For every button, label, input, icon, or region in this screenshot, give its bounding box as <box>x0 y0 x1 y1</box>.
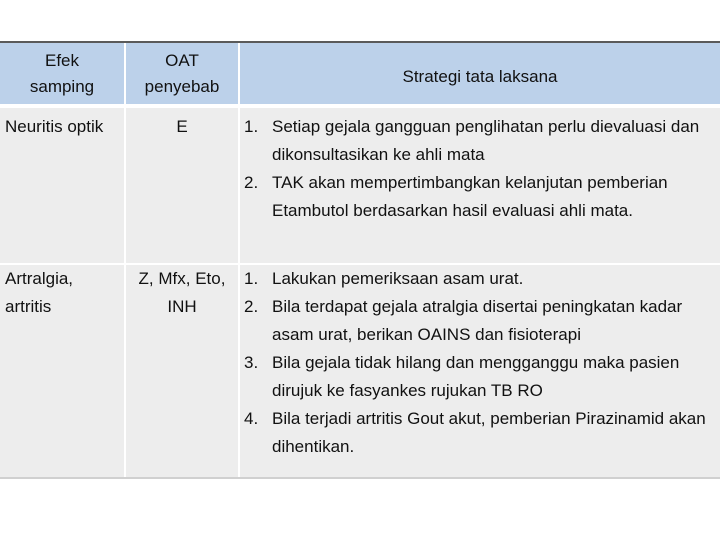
strategy-list <box>240 108 720 225</box>
list-item-number: 2. <box>244 173 259 192</box>
drug-cell <box>126 265 240 477</box>
side-effect-cell <box>0 108 126 263</box>
header-side-effect-label: Efek samping <box>29 50 95 96</box>
side-effect-cell <box>0 265 126 477</box>
list-item <box>244 265 716 293</box>
header-side-effect <box>0 43 126 104</box>
list-item-text: Setiap gejala gangguan penglihatan perlu dievaluasi dan dikonsultasikan ke ahli mata <box>272 117 700 164</box>
side-effect-text: Artralgia, artritis <box>5 269 74 316</box>
list-item <box>244 405 716 461</box>
table-header-row <box>0 41 720 108</box>
list-item-number: 3. <box>244 353 259 372</box>
list-item <box>244 293 716 349</box>
list-item-text: Lakukan pemeriksaan asam urat. <box>272 269 524 288</box>
list-item-text: Bila gejala tidak hilang dan mengganggu maka pasien dirujuk ke fasyankes rujukan TB RO <box>272 353 680 400</box>
header-management-strategy <box>240 43 720 104</box>
list-item-number: 2. <box>244 297 259 316</box>
side-effect-text: Neuritis optik <box>5 117 104 136</box>
side-effects-table <box>0 41 720 479</box>
list-item-text: Bila terjadi artritis Gout akut, pemberian Pirazinamid akan dihentikan. <box>272 409 706 456</box>
list-item <box>244 349 716 405</box>
list-item <box>244 169 716 225</box>
header-management-strategy-label: Strategi tata laksana <box>402 66 558 86</box>
list-item-number: 1. <box>244 269 259 288</box>
list-item-text: TAK akan mempertimbangkan kelanjutan pemberian Etambutol berdasarkan hasil evaluasi ahli mata. <box>272 173 668 220</box>
header-causative-drug-label: OAT penyebab <box>144 50 220 96</box>
list-item-number: 1. <box>244 117 259 136</box>
list-item-number: 4. <box>244 409 259 428</box>
drug-cell <box>126 108 240 263</box>
strategy-list <box>240 265 720 461</box>
table-row <box>0 265 720 479</box>
list-item-text: Bila terdapat gejala atralgia disertai peningkatan kadar asam urat, berikan OAINS dan fisioterapi <box>272 297 683 344</box>
table-row <box>0 108 720 265</box>
strategy-cell <box>240 265 720 477</box>
drug-text: E <box>176 117 188 136</box>
strategy-cell <box>240 108 720 263</box>
drug-text: Z, Mfx, Eto, INH <box>138 269 226 316</box>
header-causative-drug <box>126 43 240 104</box>
list-item <box>244 113 716 169</box>
